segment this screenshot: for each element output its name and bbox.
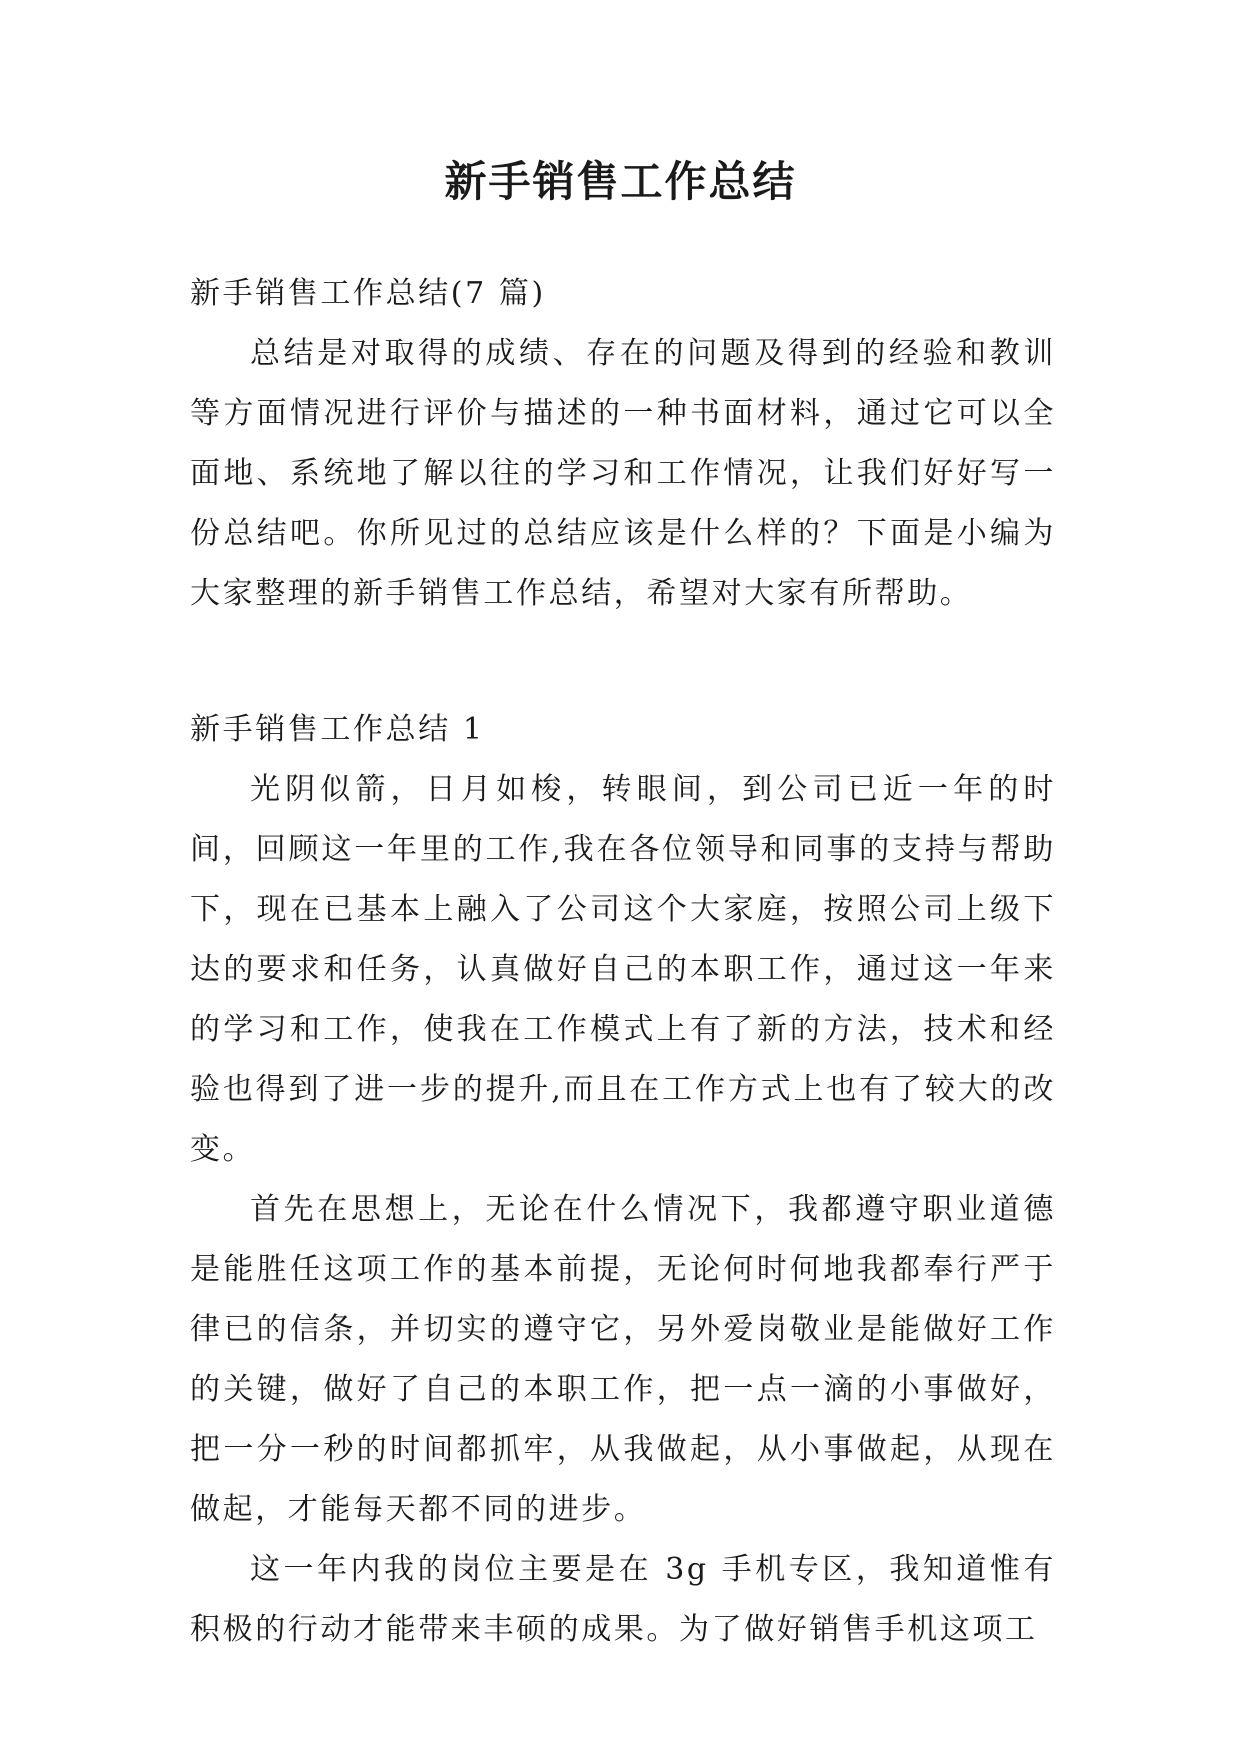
section-1 (190, 700, 1056, 1660)
paragraph: 首先在思想上，无论在什么情况下，我都遵守职业道德是能胜任这项工作的基本前提，无论何时何地我都奉行严于律已的信条，并切实的遵守它，另外爱岗敬业是能做好工作的关键，做好了自己的本职工作，把一点一滴的小事做好，把一分一秒的时间都抓牢，从我做起，从小事做起，从现在做起，才能每天都不同的进步。 (190, 1192, 1056, 1527)
paragraph: 光阴似箭，日月如梭，转眼间，到公司已近一年的时间，回顾这一年里的工作,我在各位领导和同事的支持与帮助下，现在已基本上融入了公司这个大家庭，按照公司上级下达的要求和任务，认真做好自己的本职工作，通过这一年来的学习和工作，使我在工作模式上有了新的方法，技术和经验也得到了进一步的提升,而且在工作方式上也有了较大的改变。 (190, 772, 1056, 1167)
document-subtitle: 新手销售工作总结(7 篇) (190, 276, 546, 311)
section-heading: 新手销售工作总结 1 (190, 712, 485, 747)
page-title: 新手销售工作总结 (444, 157, 797, 206)
intro-section (190, 264, 1056, 624)
paragraph: 这一年内我的岗位主要是在 3g 手机专区，我知道惟有积极的行动才能带来丰硕的成果。为了做好销售手机这项工 (190, 1552, 1056, 1647)
intro-paragraph: 总结是对取得的成绩、存在的问题及得到的经验和教训等方面情况进行评价与描述的一种书面材料，通过它可以全面地、系统地了解以往的学习和工作情况，让我们好好写一份总结吧。你所见过的总结应该是什么样的？下面是小编为大家整理的新手销售工作总结，希望对大家有所帮助。 (190, 336, 1056, 611)
